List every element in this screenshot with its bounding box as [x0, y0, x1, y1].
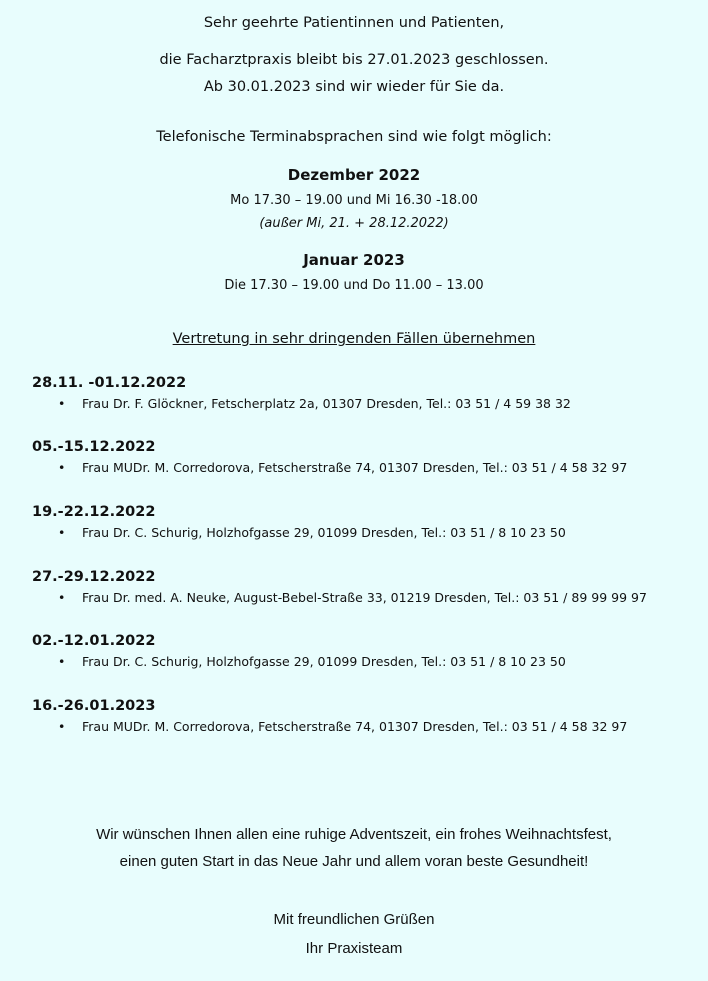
- doctor-details: Frau Dr. C. Schurig, Holzhofgasse 29, 01099 Dresden, Tel.: 03 51 / 8 10 23 50: [82, 654, 566, 669]
- period-date: 27.-29.12.2022: [32, 569, 156, 585]
- december-hours: Mo 17.30 – 19.00 und Mi 16.30 -18.00: [230, 193, 478, 208]
- phone-appointments-line: Telefonische Terminabsprachen sind wie folgt möglich:: [156, 129, 552, 145]
- wish-line-2: einen guten Start in das Neue Jahr und allem voran beste Gesundheit!: [119, 853, 589, 870]
- bullet-icon: •: [58, 525, 66, 540]
- doctor-details: Frau Dr. med. A. Neuke, August-Bebel-Straße 33, 01219 Dresden, Tel.: 03 51 / 89 99 99 97: [82, 590, 647, 605]
- doctor-item: [32, 524, 566, 542]
- bullet-icon: •: [58, 654, 66, 669]
- doctor-item: [32, 459, 627, 477]
- period-entry: [32, 567, 647, 607]
- december-exception: (außer Mi, 21. + 28.12.2022): [259, 216, 449, 231]
- bullet-icon: •: [58, 719, 66, 734]
- december-title: Dezember 2022: [287, 166, 421, 184]
- period-date: 16.-26.01.2023: [32, 698, 156, 714]
- doctor-item: [32, 718, 627, 736]
- doctor-item: [32, 589, 647, 607]
- period-entry: [32, 437, 627, 477]
- regards: Mit freundlichen Grüßen: [273, 911, 435, 928]
- doctor-details: Frau Dr. C. Schurig, Holzhofgasse 29, 01099 Dresden, Tel.: 03 51 / 8 10 23 50: [82, 525, 566, 540]
- period-date: 02.-12.01.2022: [32, 633, 156, 649]
- reopen-notice: Ab 30.01.2023 sind wir wieder für Sie da.: [203, 79, 505, 95]
- january-title: Januar 2023: [303, 251, 405, 269]
- doctor-details: Frau Dr. F. Glöckner, Fetscherplatz 2a, 01307 Dresden, Tel.: 03 51 / 4 59 38 32: [82, 396, 571, 411]
- greeting: Sehr geehrte Patientinnen und Patienten,: [203, 15, 505, 31]
- period-entry: [32, 696, 627, 736]
- doctor-details: Frau MUDr. M. Corredorova, Fetscherstraße 74, 01307 Dresden, Tel.: 03 51 / 4 58 32 97: [82, 460, 628, 475]
- january-hours: Die 17.30 – 19.00 und Do 11.00 – 13.00: [224, 278, 484, 293]
- doctor-item: [32, 395, 571, 413]
- period-entry: [32, 631, 566, 671]
- period-date: 28.11. -01.12.2022: [32, 375, 187, 391]
- doctor-details: Frau MUDr. M. Corredorova, Fetscherstraße 74, 01307 Dresden, Tel.: 03 51 / 4 58 32 97: [82, 719, 628, 734]
- doctor-item: [32, 653, 566, 671]
- period-date: 19.-22.12.2022: [32, 504, 156, 520]
- period-date: 05.-15.12.2022: [32, 439, 156, 455]
- bullet-icon: •: [58, 460, 66, 475]
- substitute-heading: Vertretung in sehr dringenden Fällen übernehmen: [172, 331, 536, 347]
- substitute-heading-wrap: [0, 328, 708, 350]
- closed-notice: die Facharztpraxis bleibt bis 27.01.2023 geschlossen.: [159, 52, 549, 68]
- signature: Ihr Praxisteam: [305, 940, 403, 957]
- bullet-icon: •: [58, 396, 66, 411]
- wish-line-1: Wir wünschen Ihnen allen eine ruhige Adventszeit, ein frohes Weihnachtsfest,: [96, 826, 612, 843]
- period-entry: [32, 373, 571, 413]
- period-entry: [32, 502, 566, 542]
- bullet-icon: •: [58, 590, 66, 605]
